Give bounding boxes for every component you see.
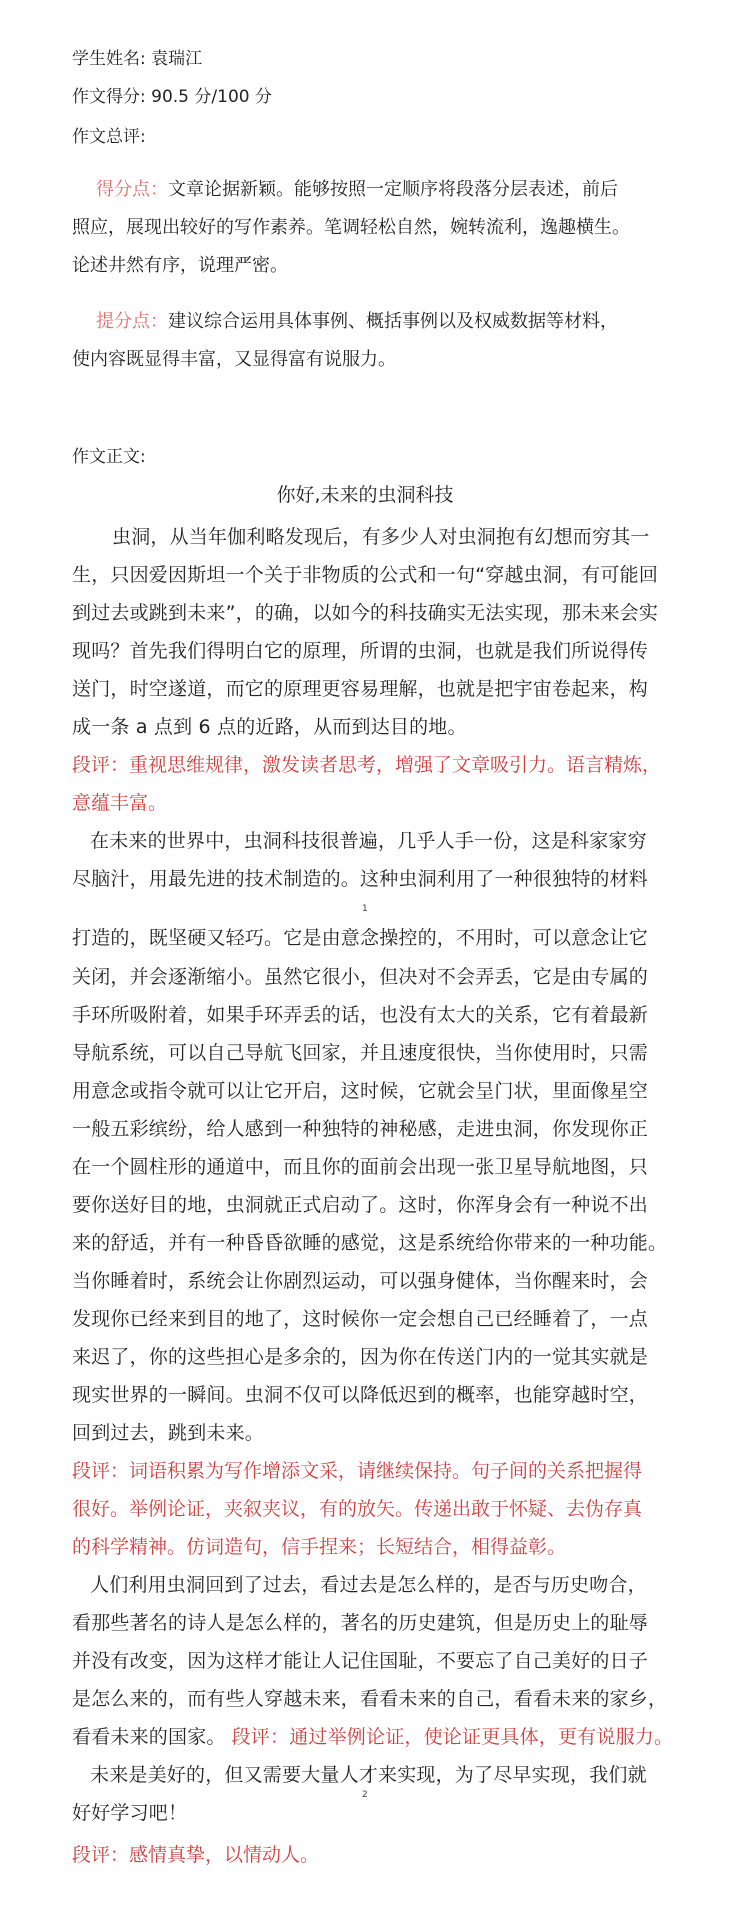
para4-line: 好好学习吧！ — [72, 1802, 188, 1824]
comment2-line: 很好。举例论证，夹叙夹议，有的放矢。传递出敢于怀疑、去伪存真 — [72, 1498, 643, 1520]
para2-line: 打造的，既坚硬又轻巧。它是由意念操控的，不用时，可以意念让它 — [72, 927, 649, 949]
para2-line: 当你睡着时，系统会让你剧烈运动，可以强身健体，当你醒来时，会 — [72, 1270, 649, 1292]
strengths-line-3: 论述井然有序，说理严密。 — [72, 255, 288, 276]
para2-line: 来迟了，你的这些担心是多余的，因为你在传送门内的一觉其实就是 — [72, 1346, 649, 1368]
para2-line: 来的舒适，并有一种昏昏欲睡的感觉，这是系统给你带来的一种功能。 — [72, 1232, 668, 1254]
para3-last-text: 看看未来的国家。 — [72, 1726, 226, 1748]
comment3: 段评：通过举例论证，使论证更具体，更有说服力。 — [231, 1726, 674, 1748]
score-row — [72, 82, 272, 107]
strengths-line-1 — [96, 175, 618, 201]
para2-line: 尽脑汁，用最先进的技术制造的。这种虫洞利用了一种很独特的材料 — [72, 868, 649, 890]
comment1-line: 段评：重视思维规律，激发读者思考，增强了文章吸引力。语言精炼， — [72, 754, 662, 776]
improve-line-1 — [96, 307, 618, 333]
strengths-line-2: 照应，展现出较好的写作素养。笔调轻松自然，婉转流利，逸趣横生。 — [72, 217, 630, 238]
para1-line: 成一条 a 点到 6 点的近路，从而到达目的地。 — [72, 716, 467, 738]
para1-line: 送门，时空遂道，而它的原理更容易理解，也就是把宇宙卷起来，构 — [72, 678, 649, 700]
improve-line-2: 使内容既显得丰富，又显得富有说服力。 — [72, 349, 396, 370]
comment2-line: 段评：词语积累为写作增添文采，请继续保持。句子间的关系把握得 — [72, 1460, 643, 1482]
improve-text-1: 建议综合运用具体事例、概括事例以及权威数据等材料， — [168, 311, 618, 332]
page-number: 1 — [362, 904, 368, 914]
para2-line: 要你送好目的地，虫洞就正式启动了。这时，你浑身会有一种说不出 — [72, 1194, 649, 1216]
para3-line: 是怎么来的，而有些人穿越未来，看看未来的自己，看看未来的家乡， — [72, 1688, 668, 1710]
para2-line: 现实世界的一瞬间。虫洞不仅可以降低迟到的概率，也能穿越时空， — [72, 1384, 649, 1406]
para2-line: 用意念或指令就可以让它开启，这时候，它就会呈门状，里面像星空 — [72, 1080, 649, 1102]
strengths-text-1: 文章论据新颖。能够按照一定顺序将段落分层表述，前后 — [168, 179, 618, 200]
para1-line: 生，只因爱因斯坦一个关于非物质的公式和一句“穿越虫洞，有可能回 — [72, 564, 659, 586]
para1-line: 虫洞，从当年伽利略发现后，有多少人对虫洞抱有幻想而穷其一 — [112, 526, 650, 548]
para2-line: 一般五彩缤纷，给人感到一种独特的神秘感，走进虫洞，你发现你正 — [72, 1118, 649, 1140]
score-value: 90.5 分/100 分 — [151, 87, 272, 107]
score-label: 作文得分: — [72, 87, 152, 107]
para1-line: 现吗？首先我们得明白它的原理，所谓的虫洞，也就是我们所说得传 — [72, 640, 649, 662]
overall-review-label: 作文总评: — [72, 127, 146, 147]
page-number: 2 — [362, 1790, 368, 1800]
para4-line: 未来是美好的，但又需要大量人才来实现，为了尽早实现，我们就 — [90, 1764, 647, 1786]
comment2-line: 的科学精神。仿词造句，信手捏来；长短结合，相得益彰。 — [72, 1536, 567, 1558]
para3-line: 并没有改变，因为这样才能让人记住国耻，不要忘了自己美好的日子 — [72, 1650, 649, 1672]
para3-line: 看那些著名的诗人是怎么样的，著名的历史建筑，但是历史上的耻辱 — [72, 1612, 649, 1634]
para2-line: 导航系统，可以自己导航飞回家，并且速度很快，当你使用时，只需 — [72, 1042, 649, 1064]
para2-line: 回到过去，跳到未来。 — [72, 1422, 265, 1444]
para2-line: 关闭，并会逐渐缩小。虽然它很小，但决对不会弄丢，它是由专属的 — [72, 966, 649, 988]
para3-last-line — [72, 1722, 673, 1749]
improve-label: 提分点： — [96, 311, 168, 332]
para2-line: 发现你已经来到目的地了，这时候你一定会想自己已经睡着了，一点 — [72, 1308, 649, 1330]
para2-line: 手环所吸附着，如果手环弄丢的话，也没有太大的关系，它有着最新 — [72, 1004, 649, 1026]
student-name-label: 学生姓名: — [72, 49, 152, 69]
essay-body-label: 作文正文: — [72, 447, 146, 467]
para2-line: 在未来的世界中，虫洞科技很普遍，几乎人手一份，这是科家家穷 — [90, 830, 647, 852]
para2-line: 在一个圆柱形的通道中，而且你的面前会出现一张卫星导航地图，只 — [72, 1156, 649, 1178]
para3-line: 人们利用虫洞回到了过去，看过去是怎么样的，是否与历史吻合， — [90, 1574, 647, 1596]
comment4: 段评：感情真挚，以情动人。 — [72, 1844, 320, 1866]
comment1-line: 意蕴丰富。 — [72, 792, 168, 814]
student-name-value: 袁瑞江 — [151, 49, 203, 69]
para1-line: 到过去或跳到未来”，的确，以如今的科技确实无法实现，那未来会实 — [72, 602, 659, 624]
student-name-row — [72, 44, 202, 69]
essay-title: 你好,未来的虫洞科技 — [276, 484, 454, 506]
strengths-label: 得分点： — [96, 179, 168, 200]
